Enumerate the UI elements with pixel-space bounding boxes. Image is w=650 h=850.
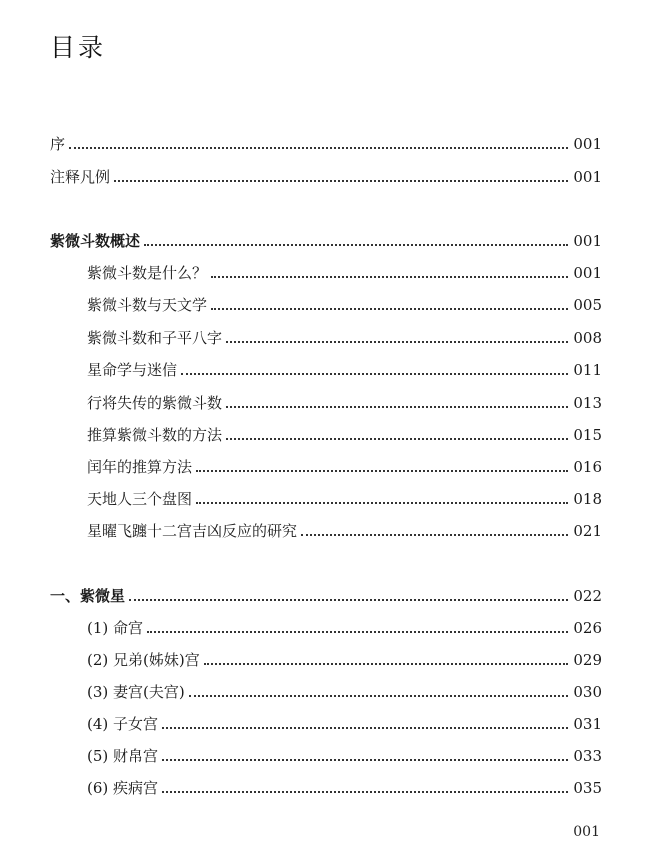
toc-entry[interactable] (87, 421, 602, 445)
toc-page-number: 001 (573, 232, 602, 250)
toc-entry[interactable] (87, 453, 602, 477)
toc-entry[interactable] (87, 324, 602, 348)
dot-leader (226, 438, 568, 440)
dot-leader (69, 147, 568, 149)
toc-entry[interactable] (87, 614, 602, 638)
toc-label: 注释凡例 (50, 168, 111, 186)
toc-label: (4) 子女宫 (87, 715, 159, 733)
dot-leader (226, 341, 568, 343)
dot-leader (204, 663, 569, 665)
toc-page-number: 001 (573, 264, 602, 282)
toc-section-label: 紫微斗数概述 (50, 232, 141, 250)
toc-page-number: 016 (573, 458, 602, 476)
toc-page-number: 021 (573, 522, 602, 540)
toc-page-number: 013 (573, 394, 602, 412)
toc-label: 紫微斗数与天文学 (87, 296, 208, 314)
toc-page-number: 026 (573, 619, 602, 637)
toc-entry[interactable] (87, 389, 602, 413)
dot-leader (144, 244, 568, 246)
toc-page-number: 008 (573, 329, 602, 347)
dot-leader (226, 406, 568, 408)
dot-leader (189, 695, 569, 697)
toc-page-number: 005 (573, 296, 602, 314)
toc-entry[interactable] (87, 259, 602, 283)
toc-page-number: 030 (573, 683, 602, 701)
toc-page-number: 001 (573, 168, 602, 186)
toc-label: (3) 妻宫(夫宫) (87, 683, 185, 701)
toc-label: (1) 命宫 (87, 619, 144, 637)
page-title: 目录 (50, 33, 107, 62)
toc-entry[interactable] (87, 774, 602, 798)
toc-section-chapter-one[interactable] (50, 582, 602, 606)
toc-label: 闰年的推算方法 (87, 458, 193, 476)
toc-page-number: 031 (573, 715, 602, 733)
toc-label: 星曜飞躔十二宫吉凶反应的研究 (87, 522, 298, 540)
toc-page-number: 001 (573, 135, 602, 153)
toc-label: 序 (50, 135, 66, 153)
dot-leader (162, 791, 568, 793)
toc-section-overview[interactable] (50, 227, 602, 251)
dot-leader (162, 727, 568, 729)
dot-leader (196, 502, 568, 504)
toc-page-number: 015 (573, 426, 602, 444)
toc-page-number: 018 (573, 490, 602, 508)
toc-label: 紫微斗数是什么？ (87, 264, 208, 282)
toc-page-number: 011 (573, 361, 602, 379)
toc-entry[interactable] (87, 646, 602, 670)
toc-page-number: 029 (573, 651, 602, 669)
toc-label: 紫微斗数和子平八字 (87, 329, 223, 347)
toc-label: 天地人三个盘图 (87, 490, 193, 508)
toc-entry[interactable] (87, 742, 602, 766)
toc-entry-preface[interactable] (50, 130, 602, 154)
toc-label: (5) 财帛宫 (87, 747, 159, 765)
dot-leader (129, 599, 568, 601)
dot-leader (181, 373, 568, 375)
toc-entry[interactable] (87, 485, 602, 509)
toc-label: 推算紫微斗数的方法 (87, 426, 223, 444)
toc-entry[interactable] (87, 678, 602, 702)
toc-entry[interactable] (87, 291, 602, 315)
toc-label: (6) 疾病宫 (87, 779, 159, 797)
dot-leader (211, 276, 568, 278)
toc-label: 行将失传的紫微斗数 (87, 394, 223, 412)
dot-leader (162, 759, 568, 761)
page-number-footer: 001 (573, 824, 600, 840)
dot-leader (147, 631, 568, 633)
dot-leader (196, 470, 568, 472)
dot-leader (114, 180, 568, 182)
toc-section-label: 一、紫微星 (50, 587, 126, 605)
toc-label: (2) 兄弟(姊妹)宫 (87, 651, 200, 669)
toc-page-number: 022 (573, 587, 602, 605)
toc-entry-notes[interactable] (50, 163, 602, 187)
toc-entry[interactable] (87, 710, 602, 734)
toc-label: 星命学与迷信 (87, 361, 178, 379)
dot-leader (211, 308, 568, 310)
toc-entry[interactable] (87, 356, 602, 380)
toc-entry[interactable] (87, 517, 602, 541)
toc-page-number: 033 (573, 747, 602, 765)
toc-page-number: 035 (573, 779, 602, 797)
dot-leader (301, 534, 568, 536)
